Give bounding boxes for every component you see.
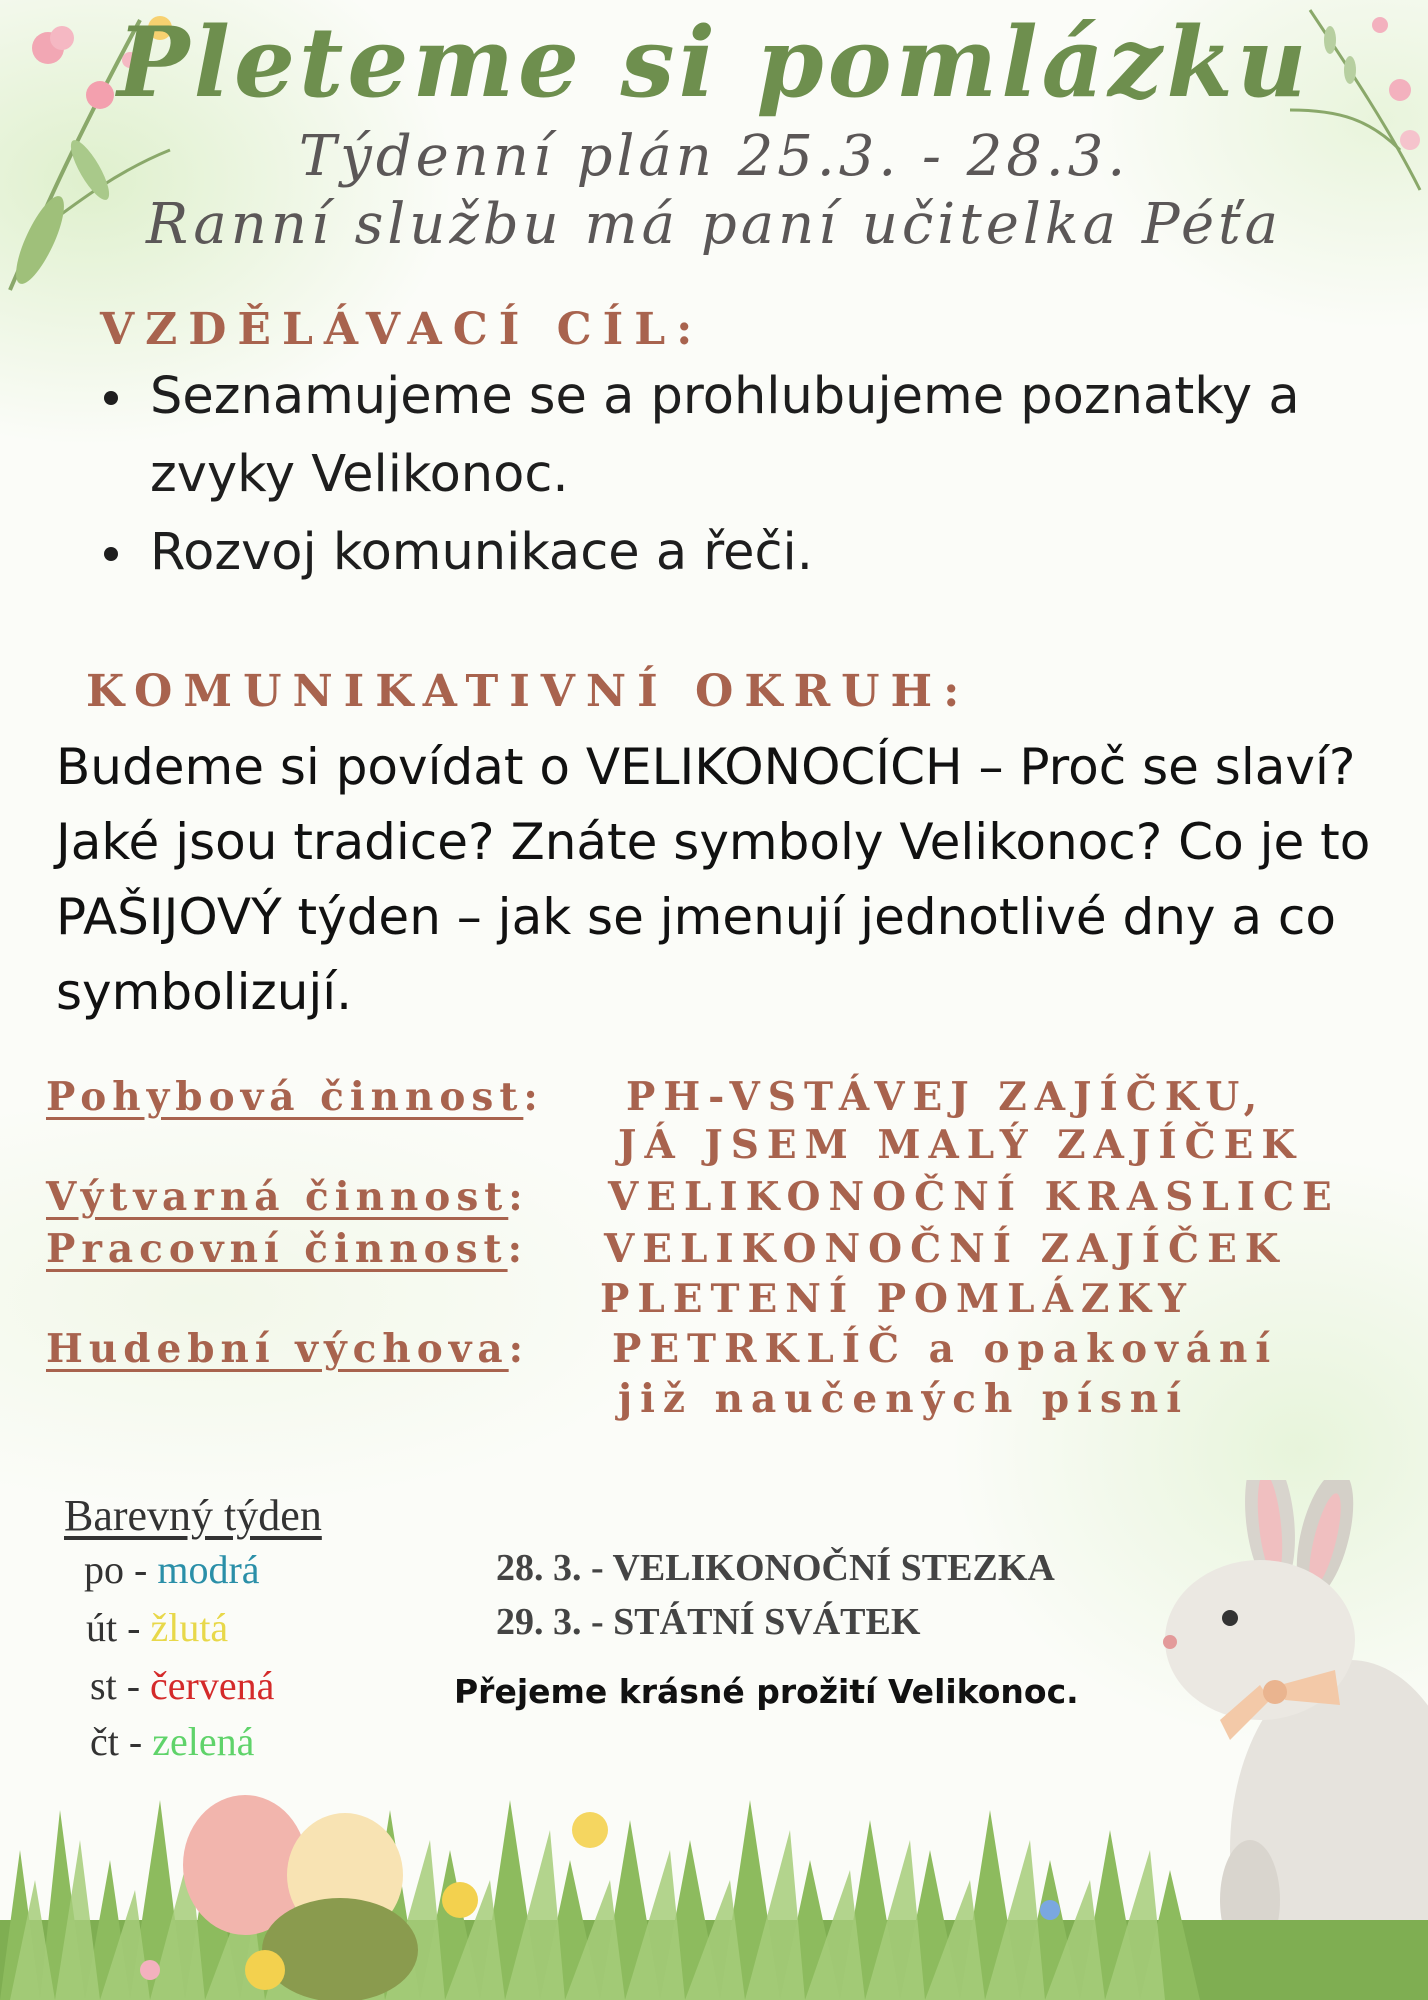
color-name: zelená (152, 1719, 255, 1764)
color-name: červená (150, 1663, 275, 1708)
goal-item: Seznamujeme se a prohlubujeme poznatky a zvyky Velikonoc. (92, 358, 1382, 514)
color-name: žlutá (150, 1605, 229, 1650)
color-day-row: út - žlutá (86, 1605, 229, 1650)
day-name: čt (90, 1719, 119, 1764)
color-name: modrá (157, 1547, 260, 1592)
easter-wish: Přejeme krásné prožití Velikonoc. (454, 1672, 1079, 1711)
activity-row: Výtvarná činnost: (46, 1174, 523, 1220)
color-day-row: po - modrá (84, 1547, 260, 1592)
grass-decoration (0, 1770, 1428, 2000)
color-day-row: st - červená (90, 1663, 275, 1708)
goal-list (92, 358, 1382, 592)
activity-row: Pracovní činnost: (46, 1226, 522, 1272)
activity-label: Výtvarná činnost (46, 1174, 509, 1220)
egg-green (262, 1898, 418, 2000)
activity-row: Pohybová činnost: (46, 1074, 538, 1120)
color-day-row: čt - zelená (90, 1719, 255, 1764)
activity-label: Hudební výchova (46, 1326, 509, 1372)
activity-value: PH-VSTÁVEJ ZAJÍČKU, (626, 1074, 1266, 1120)
activity-value: PETRKLÍČ a opakování (612, 1326, 1279, 1372)
goal-heading: VZDĚLÁVACÍ CÍL: (100, 304, 704, 355)
communication-heading: KOMUNIKATIVNÍ OKRUH: (86, 666, 971, 717)
plan-dates: Týdenní plán 25.3. - 28.3. (298, 124, 1130, 189)
activity-value: VELIKONOČNÍ KRASLICE (608, 1174, 1340, 1220)
event-item: 29. 3. - STÁTNÍ SVÁTEK (496, 1601, 921, 1643)
color-week-title: Barevný týden (64, 1491, 322, 1540)
poster-title: Pleteme si pomlázku (117, 6, 1311, 119)
goal-item: Rozvoj komunikace a řeči. (92, 514, 1382, 592)
day-name: po (84, 1547, 124, 1592)
activity-value: PLETENÍ POMLÁZKY (600, 1276, 1195, 1322)
activity-label: Pohybová činnost (46, 1074, 524, 1120)
activity-value: VELIKONOČNÍ ZAJÍČEK (604, 1226, 1287, 1272)
activity-value: JÁ JSEM MALÝ ZAJÍČEK (618, 1122, 1304, 1168)
communication-text: Budeme si povídat o VELIKONOCÍCH – Proč se slaví? Jaké jsou tradice? Znáte symboly Velikonoc? Co je to PAŠIJOVÝ týden – jak se jmenují jednotlivé dny a co symbolizují. (56, 738, 1371, 1021)
activity-value: již naučených písní (618, 1376, 1190, 1422)
day-name: st (90, 1663, 117, 1708)
activity-label: Pracovní činnost (46, 1226, 508, 1272)
morning-duty: Ranní službu má paní učitelka Péťa (145, 192, 1283, 257)
day-name: út (86, 1605, 118, 1650)
activity-row: Hudební výchova: (46, 1326, 524, 1372)
event-item: 28. 3. - VELIKONOČNÍ STEZKA (496, 1547, 1055, 1589)
